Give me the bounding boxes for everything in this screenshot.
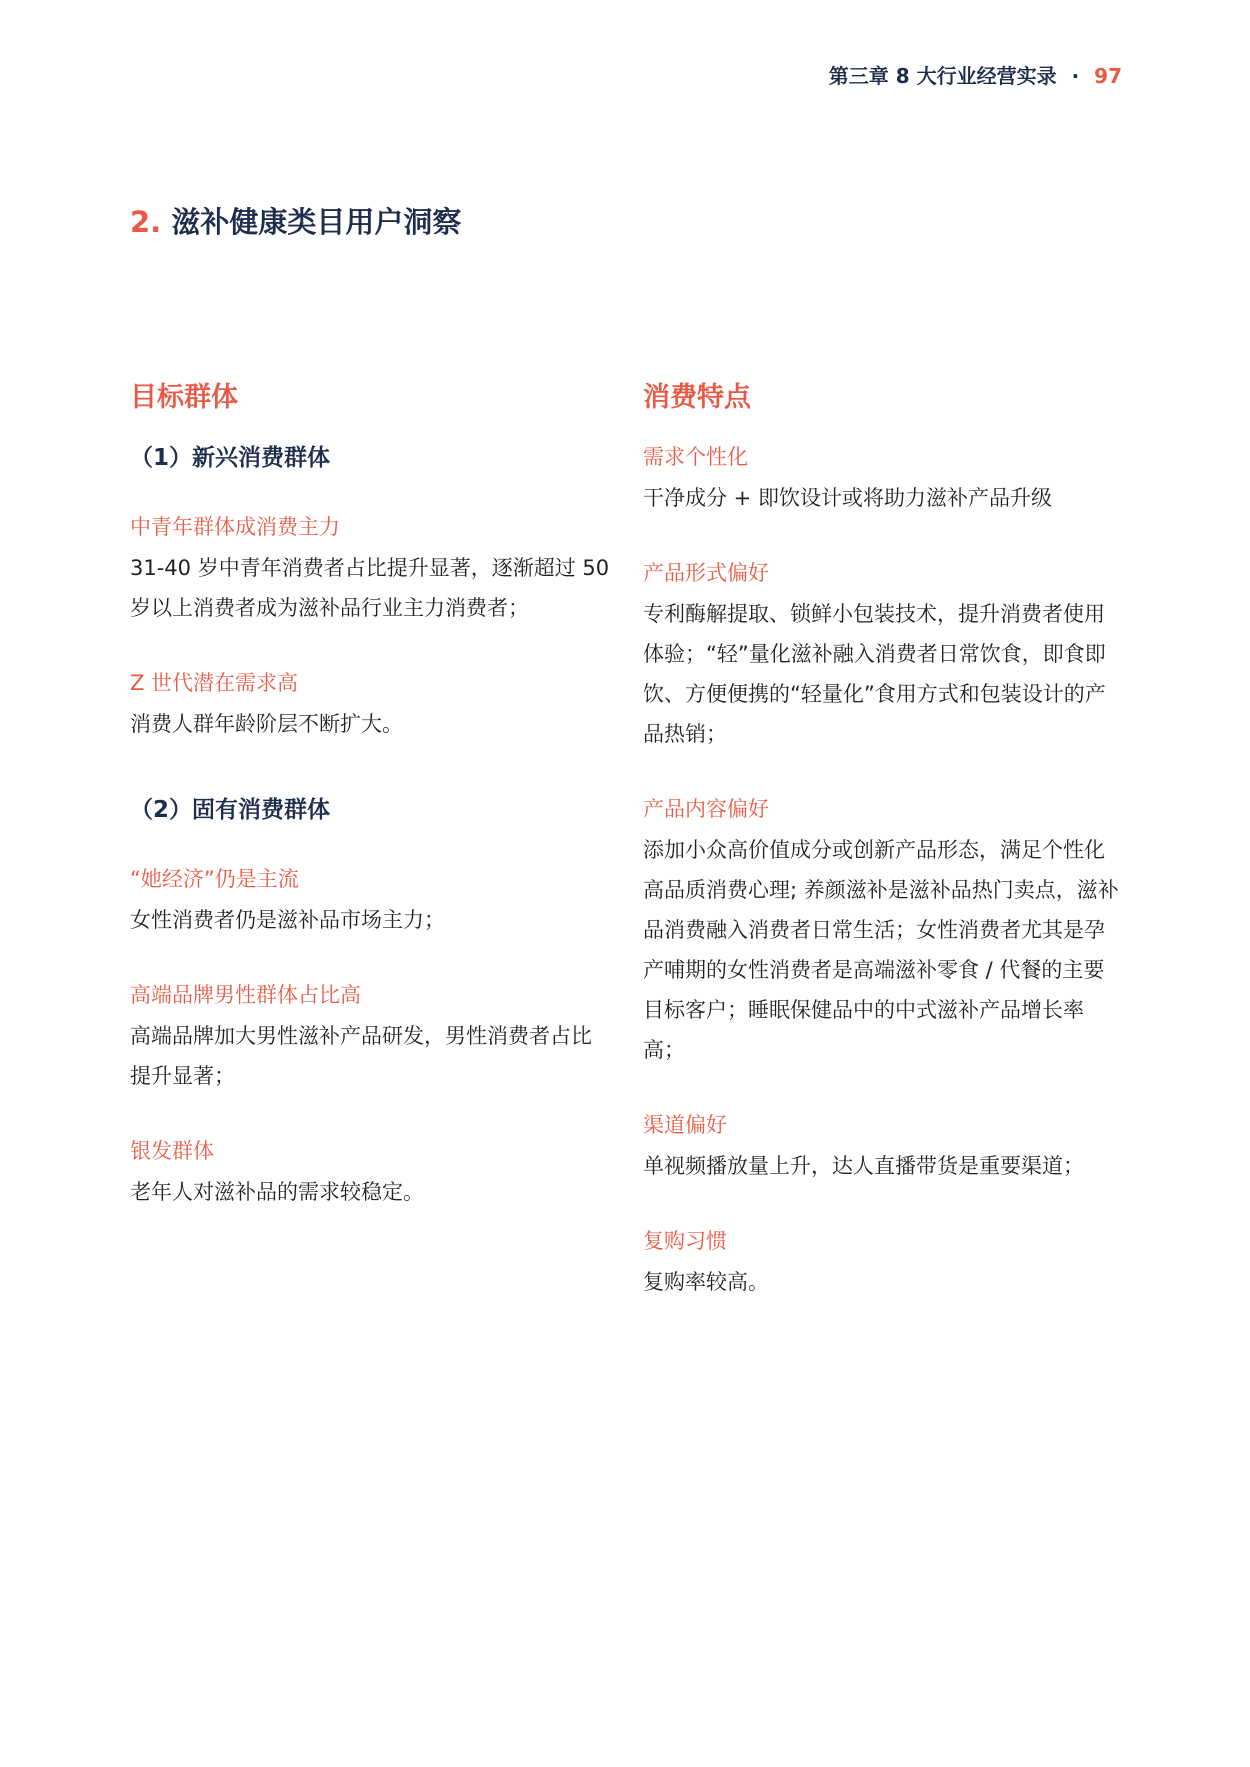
list-item	[130, 1134, 610, 1212]
header-separator: ·	[1071, 64, 1080, 88]
item-label: 中青年群体成消费主力	[130, 515, 340, 539]
group-heading: （2）固有消费群体	[130, 797, 331, 823]
group-heading: （1）新兴消费群体	[130, 445, 331, 471]
item-text: 31-40 岁中青年消费者占比提升显著，逐渐超过 50 岁以上消费者成为滋补品行业主力消费者；	[130, 556, 610, 620]
list-item	[130, 666, 610, 744]
item-label: “她经济”仍是主流	[130, 867, 299, 891]
item-label: 复购习惯	[643, 1229, 727, 1253]
list-item	[130, 862, 610, 940]
item-text: 老年人对滋补品的需求较稳定。	[130, 1180, 424, 1204]
list-item	[130, 978, 610, 1096]
section-title	[130, 200, 461, 241]
running-header	[829, 60, 1122, 89]
item-label: 需求个性化	[643, 445, 748, 469]
chapter-label: 第三章	[828, 64, 889, 88]
list-item	[130, 510, 610, 628]
list-item	[643, 1224, 1123, 1302]
item-text: 单视频播放量上升，达人直播带货是重要渠道；	[643, 1154, 1084, 1178]
item-label: 银发群体	[130, 1139, 214, 1163]
item-text: 复购率较高。	[643, 1270, 769, 1294]
item-text: 消费人群年龄阶层不断扩大。	[130, 712, 403, 736]
list-item	[643, 1108, 1123, 1186]
group-emerging	[130, 440, 610, 744]
section-title-text: 滋补健康类目用户洞察	[171, 205, 462, 239]
section-number: 2.	[130, 205, 162, 239]
group-spacer	[130, 782, 610, 792]
list-item	[643, 556, 1123, 754]
item-label: 高端品牌男性群体占比高	[130, 983, 361, 1007]
item-text: 干净成分 + 即饮设计或将助力滋补产品升级	[643, 486, 1052, 510]
item-text: 高端品牌加大男性滋补产品研发，男性消费者占比提升显著；	[130, 1024, 592, 1088]
item-text: 女性消费者仍是滋补品市场主力；	[130, 908, 445, 932]
list-item	[643, 440, 1123, 518]
item-label: 产品内容偏好	[643, 797, 769, 821]
item-label: 渠道偏好	[643, 1113, 727, 1137]
target-groups-column	[130, 378, 610, 1250]
target-groups-heading: 目标群体	[130, 382, 238, 413]
chapter-title: 8 大行业经营实录	[895, 64, 1057, 88]
list-item	[643, 792, 1123, 1070]
item-label: 产品形式偏好	[643, 561, 769, 585]
item-label: Z 世代潜在需求高	[130, 671, 299, 695]
item-text: 专利酶解提取、锁鲜小包装技术，提升消费者使用体验；“轻”量化滋补融入消费者日常饮食，即食即饮、方便便携的“轻量化”食用方式和包装设计的产品热销；	[643, 602, 1106, 746]
consumption-traits-heading: 消费特点	[643, 382, 751, 413]
item-text: 添加小众高价值成分或创新产品形态，满足个性化高品质消费心理; 养颜滋补是滋补品热门卖点，滋补品消费融入消费者日常生活；女性消费者尤其是孕产哺期的女性消费者是高端滋补零食 / 代餐的主要目标客户；睡眠保健品中的中式滋补产品增长率高；	[643, 838, 1119, 1062]
group-established	[130, 792, 610, 1212]
consumption-traits-column	[643, 378, 1123, 1340]
page-number: 97	[1094, 64, 1122, 88]
